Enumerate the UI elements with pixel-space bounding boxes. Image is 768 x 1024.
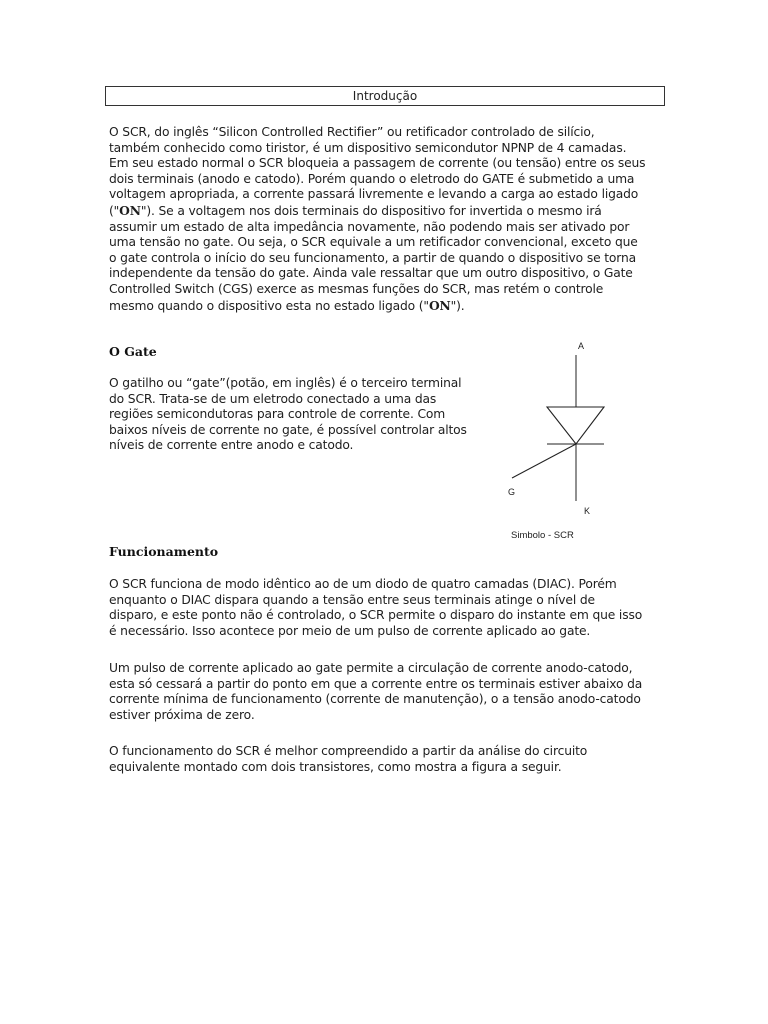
gate-line: baixos níveis de corrente no gate, é possível controlar altos	[109, 422, 467, 437]
cathode-label: K	[584, 506, 591, 516]
scr-symbol-figure	[500, 338, 610, 543]
funcionamento-line: Um pulso de corrente aplicado ao gate permite a circulação de corrente anodo-catodo,	[109, 661, 633, 675]
page-title: Introdução	[105, 86, 665, 106]
intro-line: Controlled Switch (CGS) exerce as mesmas funções do SCR, mas retém o controle	[109, 281, 604, 296]
diode-triangle	[547, 407, 604, 444]
gate-line: níveis de corrente entre anodo e catodo.	[109, 438, 354, 453]
intro-line: dois terminais (anodo e catodo). Porém quando o eletrodo do GATE é submetido a uma	[109, 171, 635, 186]
intro-line-post: "). Se a voltagem nos dois terminais do dispositivo for invertida o mesmo irá	[140, 203, 602, 218]
symbol-caption: Simbolo - SCR	[511, 530, 574, 541]
on-bold-text: ON	[119, 202, 141, 218]
funcionamento-line: equivalente montado com dois transistores, como mostra a figura a seguir.	[109, 759, 562, 774]
anode-label: A	[578, 341, 585, 351]
intro-line: independente da tensão do gate. Ainda vale ressaltar que um outro dispositivo, o Gate	[109, 266, 633, 281]
intro-line: o gate controla o início do seu funcionamento, a partir de quando o dispositivo se torna	[109, 250, 637, 265]
intro-paragraph	[109, 125, 645, 314]
on-bold-text: ON	[428, 297, 451, 313]
funcionamento-paragraph-2	[109, 661, 642, 723]
intro-line	[109, 203, 645, 220]
gate-heading: O Gate	[109, 344, 157, 359]
gate-label: G	[508, 487, 516, 497]
gate-line: regiões semicondutoras para controle de corrente. Com	[109, 407, 446, 422]
intro-line: O SCR, do inglês “Silicon Controlled Rectifier” ou retificador controlado de silício,	[109, 125, 595, 139]
funcionamento-line: enquanto o DIAC dispara quando a tensão entre seus terminais atinge o nível de	[109, 592, 595, 607]
funcionamento-paragraph-3	[109, 744, 587, 775]
funcionamento-line: esta só cessará a partir do ponto em que a corrente entre os terminais estiver abaixo da	[109, 676, 643, 691]
intro-line: também conhecido como tiristor, é um dispositivo semicondutor NPNP de 4 camadas.	[109, 140, 627, 155]
gate-line: O gatilho ou “gate”(potão, em inglês) é o terceiro terminal	[109, 376, 462, 390]
funcionamento-line: O funcionamento do SCR é melhor compreendido a partir da análise do circuito	[109, 744, 588, 758]
intro-line: assumir um estado de alta impedância novamente, não podendo mais ser ativado por	[109, 219, 630, 234]
funcionamento-paragraph-1	[109, 577, 642, 639]
funcionamento-line: é necessário. Isso acontece por meio de um pulso de corrente aplicado ao gate.	[109, 623, 591, 638]
gate-paragraph	[109, 376, 467, 454]
intro-line-pre: ("	[109, 203, 120, 218]
funcionamento-line: corrente mínima de funcionamento (corrente de manutenção), o a tensão anodo-catodo	[109, 692, 641, 707]
scr-symbol-diagram	[500, 338, 610, 543]
intro-line-post: ").	[450, 298, 465, 313]
gate-line: do SCR. Trata-se de um eletrodo conectado a uma das	[109, 391, 437, 406]
intro-line-pre: mesmo quando o dispositivo esta no estado ligado ("	[109, 298, 429, 313]
funcionamento-line: O SCR funciona de modo idêntico ao de um diodo de quatro camadas (DIAC). Porém	[109, 577, 617, 591]
intro-line: Em seu estado normal o SCR bloqueia a passagem de corrente (ou tensão) entre os seus	[109, 156, 646, 171]
funcionamento-heading: Funcionamento	[109, 544, 219, 559]
intro-line: voltagem apropriada, a corrente passará livremente e levando a carga ao estado ligado	[109, 187, 639, 202]
intro-line: uma tensão no gate. Ou seja, o SCR equivale a um retificador convencional, exceto que	[109, 235, 638, 250]
gate-lead	[512, 444, 576, 478]
funcionamento-line: disparo, e este ponto não é controlado, o SCR permite o disparo do instante em que isso	[109, 608, 643, 623]
funcionamento-line: estiver próxima de zero.	[109, 707, 255, 722]
intro-line	[109, 298, 645, 315]
